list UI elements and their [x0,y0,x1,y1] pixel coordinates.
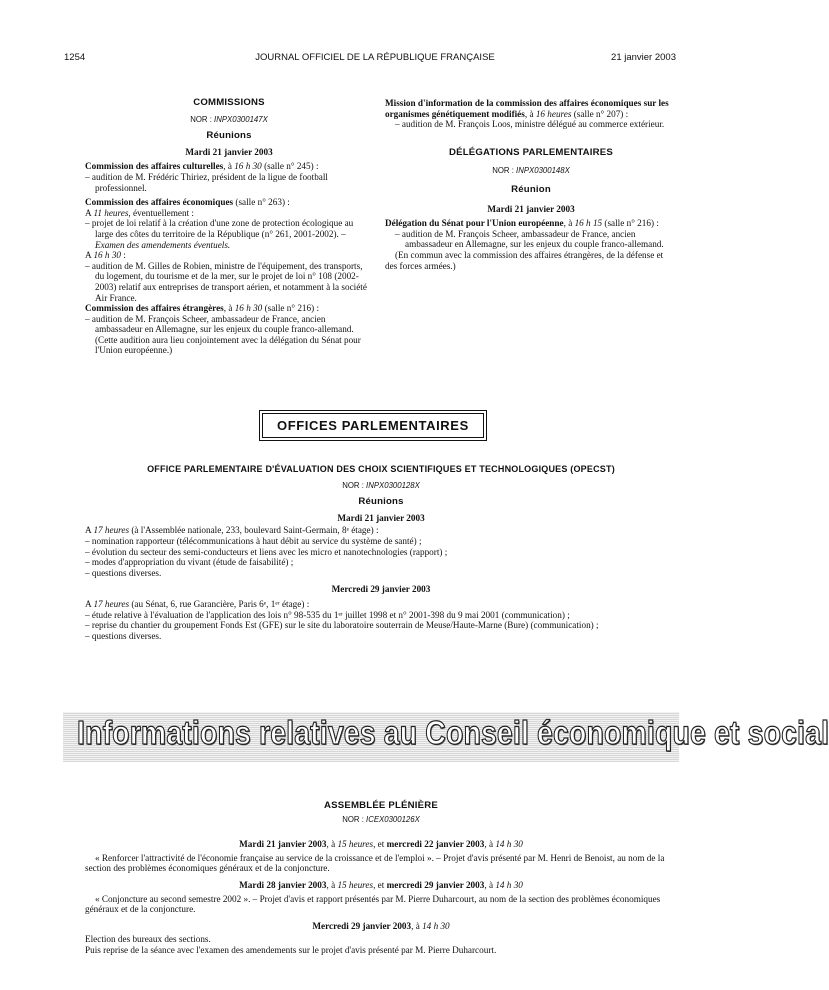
delegation-note: (En commun avec la commission des affaires étrangères, de la défense et des forces armées.) [385,249,664,271]
ces-banner-title: Informations relatives au Conseil économique et social [77,714,829,751]
session-text: Election des bureaux des sections. [85,934,211,945]
meeting-day: Mardi 21 janvier 2003 [337,512,425,523]
agenda-item: – audition de M. Frédéric Thiriez, président de la ligue de football professionnel. [85,171,328,193]
time-line: A 11 heures, éventuellement : [85,207,194,218]
agenda-item: – audition de M. François Scheer, ambassadeur de France, ancien ambassadeur en Allemagne, sur les enjeux du couple franco-allemand. [395,228,664,250]
session-text: « Renforcer l'attractivité de l'économie française au service de la croissance et de l'emploi ». – Projet d'avis présenté par M. Henri de Benoist, au nom de la section des problèmes économiques généraux et de la conjoncture. [85,852,665,874]
meeting-day: Mercredi 29 janvier 2003 [331,584,431,595]
nor-reference: NOR : INPX0300147X [190,114,268,124]
meetings-subtitle: Réunions [206,130,252,142]
plenary-section [85,801,677,956]
delegations-title: DÉLÉGATIONS PARLEMENTAIRES [448,146,614,158]
session-dates: Mercredi 29 janvier 2003, à 14 h 30 [312,920,450,931]
journal-title: JOURNAL OFFICIEL DE LA RÉPUBLIQUE FRANÇAISE [255,52,495,63]
agenda-item: – audition de M. Gilles de Robien, ministre de l'équipement, des transports, du logement, du tourisme et de la mer, sur le projet de loi n° 108 (2002-2003) relatif aux entreprises de transport aérien, et notamment à la société Air France. [85,260,367,303]
commissions-section [85,98,373,356]
session-dates: Mardi 28 janvier 2003, à 15 heures, et mercredi 29 janvier 2003, à 14 h 30 [239,879,523,890]
agenda-item: – reprise du chantier du groupement Fonds Est (GFE) sur le site du laboratoire souterrain de Meuse/Haute-Marne (Bure) (communication) ; [85,620,599,631]
delegation-eu: Délégation du Sénat pour l'Union européenne, à 16 h 15 (salle n° 216) : [385,218,659,229]
right-column [385,98,677,271]
session-text: « Conjoncture au second semestre 2002 ». – Projet d'avis et rapport présentés par M. Pierre Duharcourt, au nom de la section des problèmes économiques généraux et de la conjoncture. [85,893,661,915]
commission-cultural: Commission des affaires culturelles, à 16 h 30 (salle n° 245) : [85,161,319,172]
meetings-subtitle: Réunions [358,496,404,508]
plenary-title: ASSEMBLÉE PLÉNIÈRE [324,800,438,811]
mission-information: Mission d'information de la commission des affaires économiques sur les organismes génétiquement modifiés, à 16 heures (salle n° 207) : [385,98,669,119]
agenda-item: – évolution du secteur des semi-conducteurs et liens avec les micro et nanotechnologies (rapport) ; [85,546,448,557]
offices-box-title: OFFICES PARLEMENTAIRES [262,413,484,438]
meeting-day: Mardi 21 janvier 2003 [185,146,273,157]
commissions-title: COMMISSIONS [193,97,265,108]
commission-economic: Commission des affaires économiques (salle n° 263) : [85,197,290,208]
agenda-item: – étude relative à l'évaluation de l'application des lois n° 98-535 du 1ᵉʳ juillet 1998 et n° 2001-398 du 9 mai 2001 (communication) ; [85,609,570,620]
time-line: A 17 heures (au Sénat, 6, rue Garancière, Paris 6ᵉ, 1ᵉʳ étage) : [85,598,310,609]
nor-reference: NOR : INPX0300148X [492,166,570,176]
session-text: Puis reprise de la séance avec l'examen des amendements sur le projet d'avis présenté par M. Pierre Duharcourt. [85,944,497,955]
meeting-subtitle: Réunion [511,183,551,195]
session-dates: Mardi 21 janvier 2003, à 15 heures, et mercredi 22 janvier 2003, à 14 h 30 [239,839,523,850]
offices-box [259,410,487,441]
page-number: 1254 [64,52,86,63]
agenda-item: – audition de M. François Scheer, ambassadeur de France, ancien ambassadeur en Allemagne, sur les enjeux du couple franco-allemand. (Cette audition aura lieu conjointement avec la délégation du Sénat pour l'Union européenne.) [85,313,361,356]
agenda-item: – questions diverses. [85,567,162,578]
agenda-item: – nomination rapporteur (télécommunications à haut débit au service du système de santé) ; [85,535,422,546]
commission-foreign: Commission des affaires étrangères, à 16 h 30 (salle n° 216) : [85,303,320,314]
nor-reference: NOR : ICEX0300126X [342,814,420,824]
time-line: A 16 h 30 : [85,250,126,261]
opecst-title: OFFICE PARLEMENTAIRE D'ÉVALUATION DES CHOIX SCIENTIFIQUES ET TECHNOLOGIQUES (OPECST) [147,464,615,474]
agenda-item: – projet de loi relatif à la création d'une zone de protection écologique au large des côtes du territoire de la République (n° 261, 2001-2002). – Examen des amendements éventuels. [85,218,354,250]
header-date: 21 janvier 2003 [611,52,676,63]
agenda-item: – audition de M. François Loos, ministre délégué au commerce extérieur. [395,119,665,130]
agenda-item: – modes d'appropriation du vivant (étude de faisabilité) ; [85,557,294,568]
ces-banner [63,712,829,762]
opecst-section [85,464,677,641]
meeting-day: Mardi 21 janvier 2003 [487,203,575,214]
nor-reference: NOR : INPX0300128X [342,480,420,490]
agenda-item: – questions diverses. [85,630,162,641]
time-line: A 17 heures (à l'Assemblée nationale, 233, boulevard Saint-Germain, 8ᵉ étage) : [85,525,379,536]
